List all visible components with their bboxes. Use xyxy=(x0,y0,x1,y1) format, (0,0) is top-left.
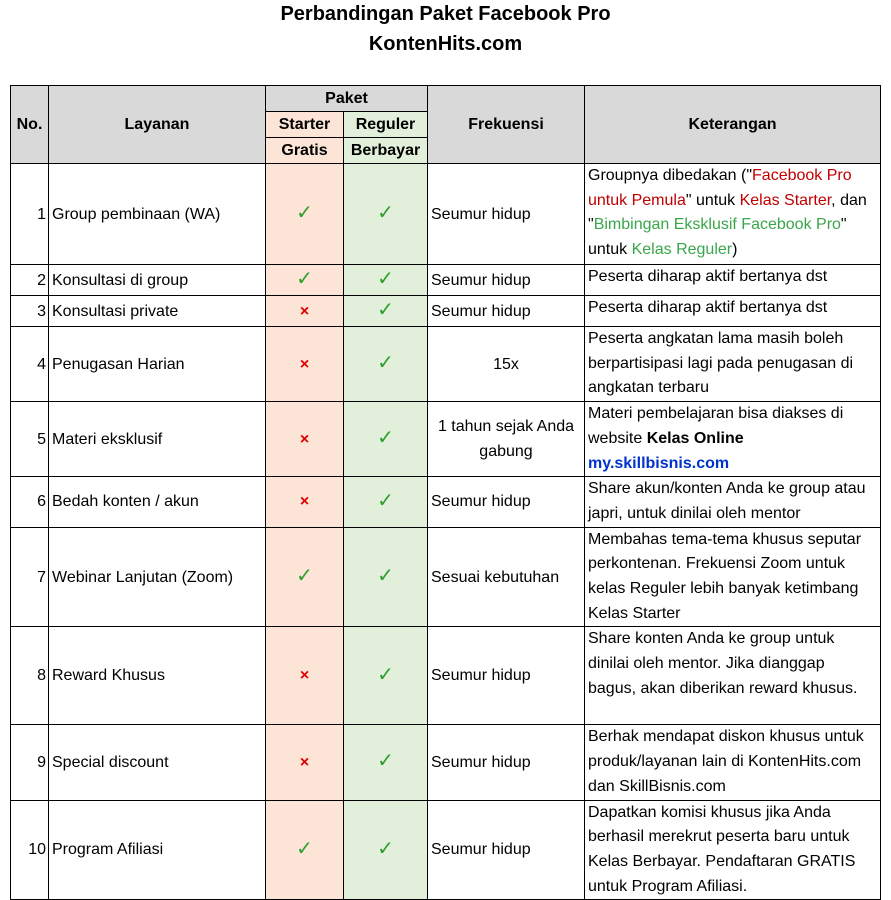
header-layanan: Layanan xyxy=(49,86,266,164)
check-icon: ✓ xyxy=(377,202,394,224)
cross-icon: × xyxy=(299,430,310,448)
header-starter: Starter xyxy=(266,112,344,138)
description: Peserta diharap aktif bertanya dst xyxy=(585,265,881,296)
frequency: Seumur hidup xyxy=(428,265,585,296)
row-number: 3 xyxy=(11,296,49,327)
description-text: " untuk xyxy=(685,191,740,209)
table-row xyxy=(11,725,881,800)
starter-cell xyxy=(266,725,344,800)
service-name: Konsultasi di group xyxy=(49,265,266,296)
website-link[interactable]: my.skillbisnis.com xyxy=(588,454,730,472)
page-title: Perbandingan Paket Facebook Pro xyxy=(280,3,611,25)
description-text: ) xyxy=(732,241,738,259)
check-icon: ✓ xyxy=(377,352,394,375)
reguler-cell xyxy=(344,402,428,477)
check-icon: ✓ xyxy=(377,663,394,686)
cross-icon: × xyxy=(299,302,310,320)
reguler-cell xyxy=(344,327,428,402)
highlight-green: Kelas Reguler xyxy=(631,241,733,259)
starter-cell xyxy=(266,164,344,265)
row-number: 2 xyxy=(11,265,49,296)
check-icon: ✓ xyxy=(377,427,394,450)
description: Peserta angkatan lama masih boleh berpartisipasi lagi pada penugasan di angkatan terbaru xyxy=(585,327,881,402)
service-name: Webinar Lanjutan (Zoom) xyxy=(49,527,266,627)
highlight-red: Kelas Starter xyxy=(739,191,832,209)
cross-icon: × xyxy=(299,667,310,685)
check-icon: ✓ xyxy=(296,565,313,588)
reguler-cell xyxy=(344,627,428,725)
frequency: Seumur hidup xyxy=(428,477,585,527)
row-number: 4 xyxy=(11,327,49,402)
frequency: Seumur hidup xyxy=(428,725,585,800)
comparison-table xyxy=(10,85,881,900)
starter-cell xyxy=(266,265,344,296)
row-number: 8 xyxy=(11,627,49,725)
check-icon: ✓ xyxy=(377,750,394,773)
service-name: Penugasan Harian xyxy=(49,327,266,402)
frequency: Seumur hidup xyxy=(428,296,585,327)
frequency: Seumur hidup xyxy=(428,164,585,265)
row-number: 7 xyxy=(11,527,49,627)
description: Peserta diharap aktif bertanya dst xyxy=(585,296,881,327)
description: Share akun/konten Anda ke group atau japri, untuk dinilai oleh mentor xyxy=(585,477,881,527)
page-subtitle: KontenHits.com xyxy=(368,33,523,55)
service-name: Bedah konten / akun xyxy=(49,477,266,527)
description: Membahas tema-tema khusus seputar perkontenan. Frekuensi Zoom untuk kelas Reguler lebih banyak ketimbang Kelas Starter xyxy=(585,527,881,627)
kelas-online-label: Kelas Online xyxy=(646,429,744,447)
check-icon: ✓ xyxy=(377,489,394,512)
row-number: 9 xyxy=(11,725,49,800)
frequency: 1 tahun sejak Anda gabung xyxy=(428,402,585,477)
reguler-cell xyxy=(344,265,428,296)
cross-icon: × xyxy=(299,355,310,373)
description-text: " untuk xyxy=(588,216,847,259)
starter-cell xyxy=(266,327,344,402)
description: Dapatkan komisi khusus jika Anda berhasil merekrut peserta baru untuk Kelas Berbayar. Pendaftaran GRATIS untuk Program Afiliasi. xyxy=(585,800,881,900)
check-icon: ✓ xyxy=(296,268,313,290)
highlight-red: Facebook Pro untuk Pemula xyxy=(588,167,852,209)
starter-cell xyxy=(266,477,344,527)
frequency: Seumur hidup xyxy=(428,800,585,900)
frequency: 15x xyxy=(428,327,585,402)
row-number: 5 xyxy=(11,402,49,477)
table-row xyxy=(11,327,881,402)
check-icon: ✓ xyxy=(296,837,313,860)
header-gratis: Gratis xyxy=(266,138,344,164)
service-name: Reward Khusus xyxy=(49,627,266,725)
table-row xyxy=(11,164,881,265)
reguler-cell xyxy=(344,477,428,527)
cross-icon: × xyxy=(299,753,310,771)
table-row xyxy=(11,402,881,477)
starter-cell xyxy=(266,800,344,900)
row-number: 6 xyxy=(11,477,49,527)
starter-cell xyxy=(266,402,344,477)
header-frekuensi: Frekuensi xyxy=(428,86,585,164)
service-name: Special discount xyxy=(49,725,266,800)
frequency: Seumur hidup xyxy=(428,627,585,725)
header-berbayar: Berbayar xyxy=(344,138,428,164)
reguler-cell xyxy=(344,296,428,327)
description-text: Materi pembelajaran bisa diakses di website xyxy=(588,405,844,447)
row-number: 1 xyxy=(11,164,49,265)
starter-cell xyxy=(266,296,344,327)
header-paket: Paket xyxy=(266,86,428,112)
frequency: Sesuai kebutuhan xyxy=(428,527,585,627)
reguler-cell xyxy=(344,164,428,265)
check-icon: ✓ xyxy=(377,565,394,588)
reguler-cell xyxy=(344,527,428,627)
service-name: Konsultasi private xyxy=(49,296,266,327)
cross-icon: × xyxy=(299,493,310,511)
table-row xyxy=(11,477,881,527)
starter-cell xyxy=(266,527,344,627)
header-reguler: Reguler xyxy=(344,112,428,138)
service-name: Group pembinaan (WA) xyxy=(49,164,266,265)
description: Berhak mendapat diskon khusus untuk produk/layanan lain di KontenHits.com dan SkillBisnis.com xyxy=(585,725,881,800)
description xyxy=(585,164,881,265)
table-row xyxy=(11,265,881,296)
starter-cell xyxy=(266,627,344,725)
reguler-cell xyxy=(344,800,428,900)
highlight-green: Bimbingan Eksklusif Facebook Pro xyxy=(593,216,841,234)
description xyxy=(585,402,881,477)
header-no: No. xyxy=(11,86,49,164)
check-icon: ✓ xyxy=(377,268,394,290)
row-number: 10 xyxy=(11,800,49,900)
reguler-cell xyxy=(344,725,428,800)
description: Share konten Anda ke group untuk dinilai oleh mentor. Jika dianggap bagus, akan diberikan reward khusus. xyxy=(585,627,881,725)
table-row xyxy=(11,527,881,627)
service-name: Materi eksklusif xyxy=(49,402,266,477)
description-text: Groupnya dibedakan (" xyxy=(588,167,753,184)
table-row xyxy=(11,800,881,900)
table-row xyxy=(11,296,881,327)
service-name: Program Afiliasi xyxy=(49,800,266,900)
check-icon: ✓ xyxy=(377,837,394,860)
header-keterangan: Keterangan xyxy=(585,86,881,164)
description-text: , dan " xyxy=(588,191,867,234)
table-row xyxy=(11,627,881,725)
check-icon: ✓ xyxy=(296,202,313,224)
check-icon: ✓ xyxy=(377,299,394,321)
